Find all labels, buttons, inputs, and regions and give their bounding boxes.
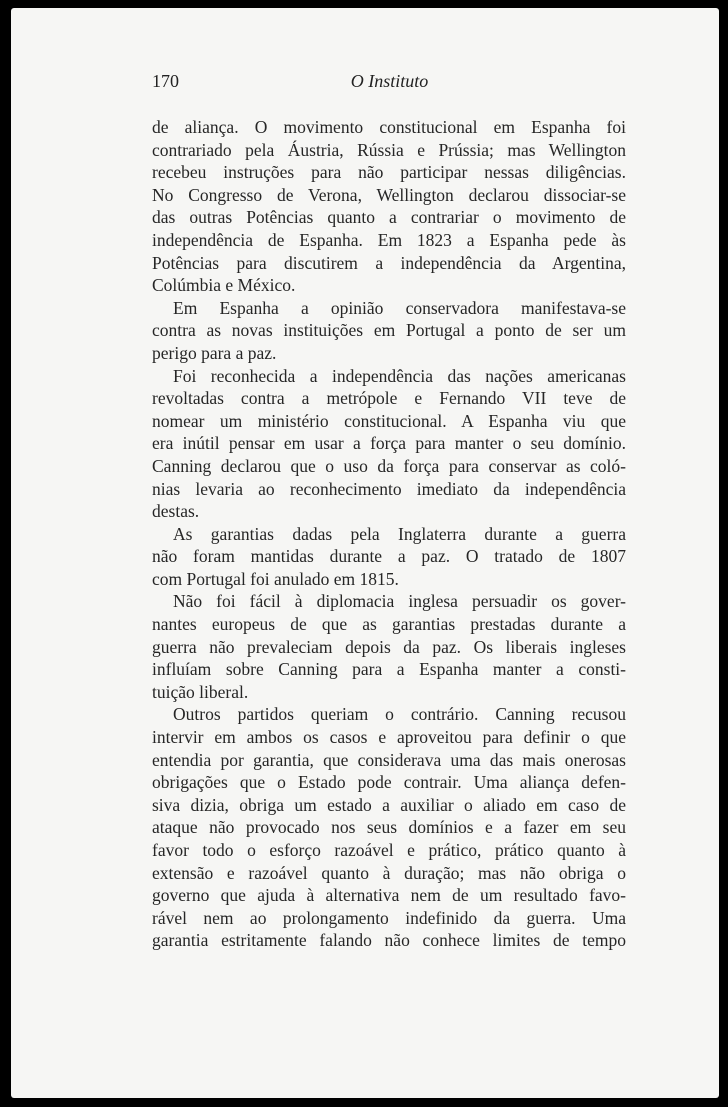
text-line: intervir em ambos os casos e aproveitou para definir o que bbox=[152, 727, 626, 748]
text-line: rável nem ao prolongamento indefinido da guerra. Uma bbox=[152, 907, 626, 928]
text-line: das outras Potências quanto a contrariar o movimento de bbox=[152, 207, 626, 228]
text-line: guerra não prevaleciam depois da paz. Os liberais ingleses bbox=[152, 636, 626, 657]
text-line: contrariado pela Áustria, Rússia e Prússia; mas Wellington bbox=[152, 139, 626, 160]
text-line: Foi reconhecida a independência das nações americanas bbox=[173, 365, 626, 386]
text-line: recebeu instruções para não participar nessas diligências. bbox=[152, 162, 626, 183]
text-line: obrigações que o Estado pode contrair. Uma aliança defen- bbox=[152, 772, 626, 793]
book-page bbox=[11, 8, 719, 1098]
text-line: entendia por garantia, que considerava uma das mais onerosas bbox=[152, 749, 626, 770]
text-line: garantia estritamente falando não conhece limites de tempo bbox=[152, 930, 626, 951]
text-line: ataque não provocado nos seus domínios e a fazer em seu bbox=[152, 817, 626, 838]
text-line: nias levaria ao reconhecimento imediato da independência bbox=[152, 478, 626, 499]
paragraph bbox=[152, 703, 626, 952]
text-line: perigo para a paz. bbox=[152, 342, 277, 363]
text-line: favor todo o esforço razoável e prático, prático quanto à bbox=[152, 840, 626, 860]
running-title: O Instituto bbox=[350, 71, 429, 91]
text-line: Outros partidos queriam o contrário. Canning recusou bbox=[173, 704, 626, 725]
text-line: No Congresso de Verona, Wellington declarou dissociar-se bbox=[152, 184, 626, 205]
text-line: com Portugal foi anulado em 1815. bbox=[152, 568, 399, 589]
text-line: As garantias dadas pela Inglaterra durante a guerra bbox=[173, 523, 626, 544]
text-line: tuição liberal. bbox=[152, 681, 249, 702]
text-line: Colúmbia e México. bbox=[152, 275, 296, 296]
text-line: destas. bbox=[152, 501, 200, 522]
body-text bbox=[152, 116, 626, 952]
text-line: Potências para discutirem a independência da Argentina, bbox=[152, 252, 626, 273]
paragraph bbox=[152, 590, 626, 703]
page-header bbox=[152, 71, 627, 99]
text-line: Em Espanha a opinião conservadora manifestava-se bbox=[173, 297, 626, 318]
text-line: nomear um ministério constitucional. A Espanha viu que bbox=[152, 410, 626, 431]
page-number: 170 bbox=[152, 71, 179, 91]
text-line: revoltadas contra a metrópole e Fernando VII teve de bbox=[152, 388, 626, 409]
text-line: influíam sobre Canning para a Espanha manter a consti- bbox=[152, 659, 626, 680]
text-line: não foram mantidas durante a paz. O tratado de 1807 bbox=[152, 546, 626, 567]
paragraph bbox=[152, 523, 626, 591]
text-line: extensão e razoável quanto à duração; mas não obriga o bbox=[152, 862, 626, 883]
text-line: Canning declarou que o uso da força para conservar as coló- bbox=[152, 455, 626, 476]
text-line: governo que ajuda à alternativa nem de um resultado favo- bbox=[152, 885, 626, 906]
text-line: independência de Espanha. Em 1823 a Espanha pede às bbox=[152, 229, 626, 250]
text-line: nantes europeus de que as garantias prestadas durante a bbox=[152, 614, 626, 635]
text-line: Não foi fácil à diplomacia inglesa persuadir os gover- bbox=[173, 591, 626, 612]
paragraph bbox=[152, 116, 626, 297]
text-line: era inútil pensar em usar a força para manter o seu domínio. bbox=[152, 433, 626, 454]
paragraph bbox=[152, 297, 626, 365]
text-line: contra as novas instituições em Portugal a ponto de ser um bbox=[152, 320, 626, 341]
text-line: siva dizia, obriga um estado a auxiliar o aliado em caso de bbox=[152, 794, 626, 815]
text-line: de aliança. O movimento constitucional em Espanha foi bbox=[152, 117, 626, 137]
paragraph bbox=[152, 365, 626, 523]
